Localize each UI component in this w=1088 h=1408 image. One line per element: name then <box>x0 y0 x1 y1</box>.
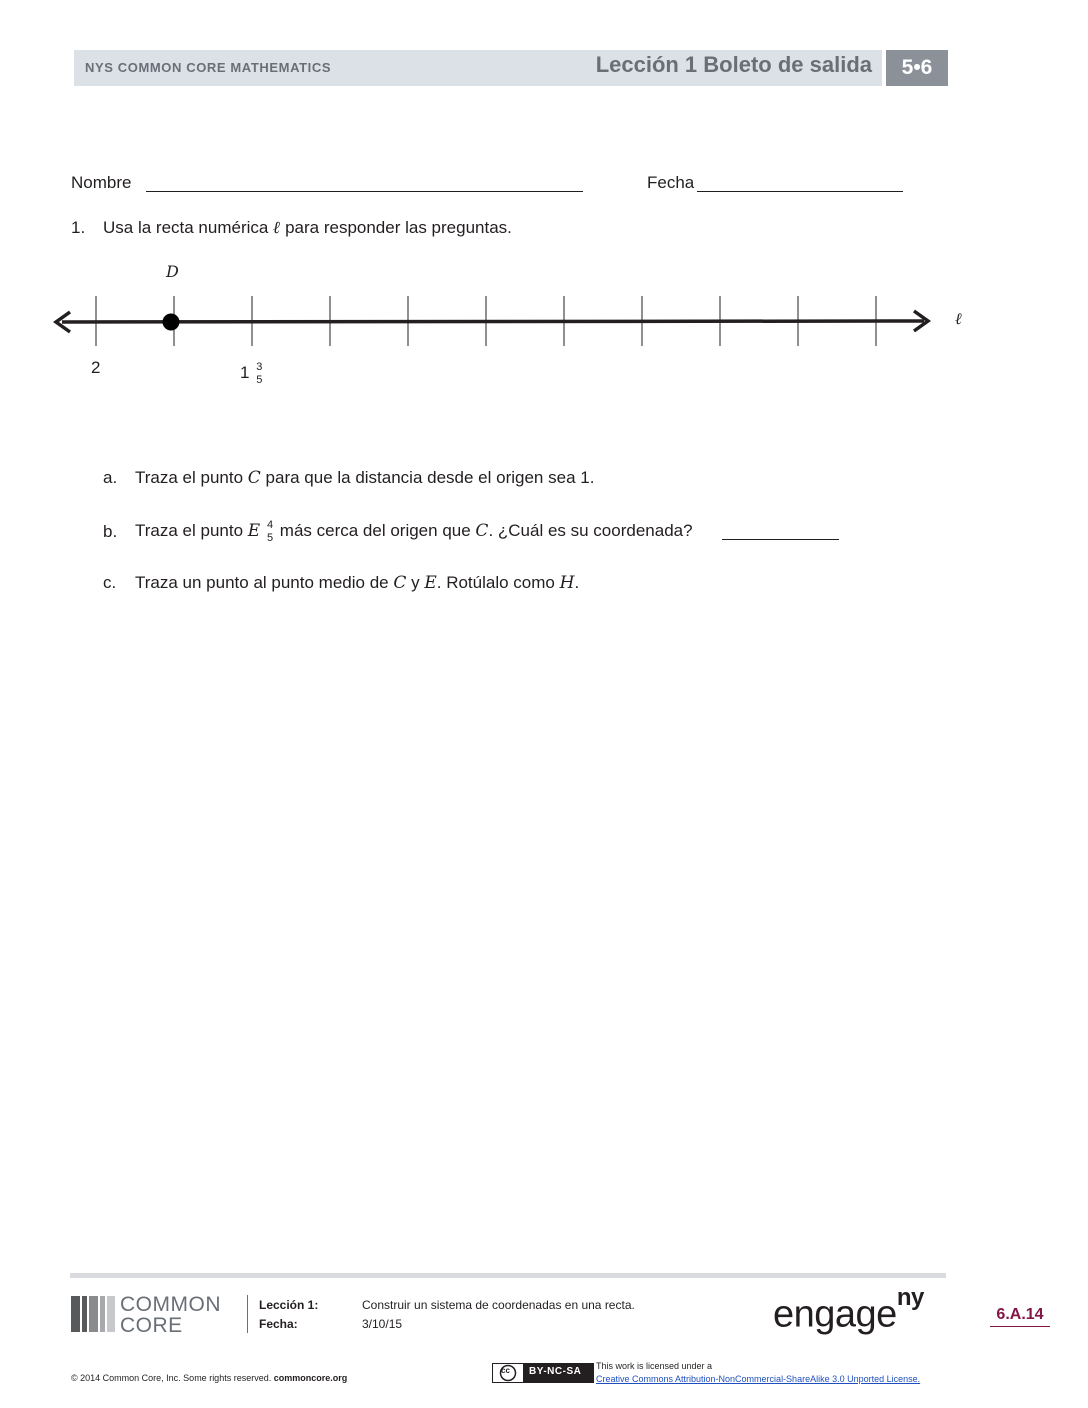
engage-word: engage <box>773 1293 897 1336</box>
tick-label-numerator: 3 <box>256 360 263 373</box>
part-b-var-c: C <box>475 521 489 541</box>
part-c-text-4: . <box>574 573 580 592</box>
part-c-text-2: y <box>411 573 420 592</box>
date-field[interactable] <box>697 191 903 192</box>
tick-label-fraction <box>256 361 262 387</box>
tick-label-2: 2 <box>91 358 101 377</box>
point-d-dot <box>163 314 180 331</box>
engageny-logo <box>773 1284 924 1337</box>
part-c-text-1: Traza un punto al punto medio de <box>135 573 389 592</box>
series-title: NYS COMMON CORE MATHEMATICS <box>85 60 332 75</box>
license-link[interactable]: Creative Commons Attribution-NonCommercial-ShareAlike 3.0 Unported License. <box>596 1374 921 1384</box>
part-c-var-c: C <box>393 573 407 593</box>
name-label: Nombre <box>71 173 132 192</box>
question-number: 1. <box>71 218 86 237</box>
tick-label-whole: 1 <box>240 363 250 382</box>
part-b-var-e: E <box>247 521 261 541</box>
common-core-word-2: CORE <box>120 1314 183 1337</box>
footer-lesson-value: Construir un sistema de coordenadas en una recta. <box>362 1298 635 1312</box>
tick-label-denominator: 5 <box>256 373 263 386</box>
grade-module-badge: 5•6 <box>886 50 948 86</box>
number-line <box>50 290 980 352</box>
part-b-numerator: 4 <box>266 518 274 531</box>
copyright-site: commoncore.org <box>273 1373 348 1383</box>
question-text-before: Usa la recta numérica <box>103 218 269 237</box>
copyright-notice <box>71 1373 347 1383</box>
part-b-text-3: . ¿Cuál es su coordenada? <box>488 521 693 540</box>
part-b-text-2: más cerca del origen que <box>279 521 471 540</box>
part-c-var-h: H <box>559 573 575 593</box>
part-c-letter: c. <box>103 573 117 592</box>
part-c-text-3: . Rotúlalo como <box>436 573 555 592</box>
copyright-text: © 2014 Common Core, Inc. Some rights reserved. <box>71 1373 272 1383</box>
question-text-after: para responder las preguntas. <box>285 218 512 237</box>
footer-rule <box>70 1273 946 1278</box>
footer-date-value: 3/10/15 <box>362 1317 403 1331</box>
common-core-word-1: COMMON <box>120 1293 221 1316</box>
page-code: 6.A.14 <box>990 1306 1050 1327</box>
name-field[interactable] <box>146 191 583 192</box>
part-a-text <box>135 468 594 488</box>
part-b-text <box>135 513 693 549</box>
part-b-fraction <box>267 519 273 545</box>
license-text: This work is licensed under a <box>596 1361 713 1371</box>
number-line-axis <box>62 321 924 322</box>
ny-word: ny <box>896 1284 924 1311</box>
line-label: ℓ <box>955 309 962 328</box>
line-symbol: ℓ <box>273 218 281 238</box>
part-c-text <box>135 573 579 593</box>
footer-divider <box>247 1295 248 1333</box>
common-core-wordmark <box>120 1294 221 1336</box>
part-b-letter: b. <box>103 522 118 541</box>
part-b-text-1: Traza el punto <box>135 521 244 540</box>
part-a-var-c: C <box>247 468 261 488</box>
cc-license-badge: cc BY-NC-SA <box>492 1363 594 1383</box>
coordinate-answer-field[interactable] <box>722 539 839 540</box>
date-label: Fecha <box>647 173 695 192</box>
footer-lesson-label: Lección 1: <box>259 1298 319 1312</box>
point-d-label: D <box>166 262 179 281</box>
lesson-title: Lección 1 Boleto de salida <box>595 52 872 77</box>
part-a-letter: a. <box>103 468 118 487</box>
part-a-text-1: Traza el punto <box>135 468 244 487</box>
part-b-denominator: 5 <box>266 531 274 544</box>
part-c-var-e: E <box>424 573 437 593</box>
footer-date-label: Fecha: <box>259 1317 298 1331</box>
question-text <box>103 218 512 238</box>
common-core-logo-icon <box>71 1296 115 1332</box>
tick-label-mixed-number <box>240 356 264 390</box>
cc-badge-text: BY-NC-SA <box>529 1366 582 1377</box>
part-a-text-2: para que la distancia desde el origen sea 1. <box>265 468 595 487</box>
